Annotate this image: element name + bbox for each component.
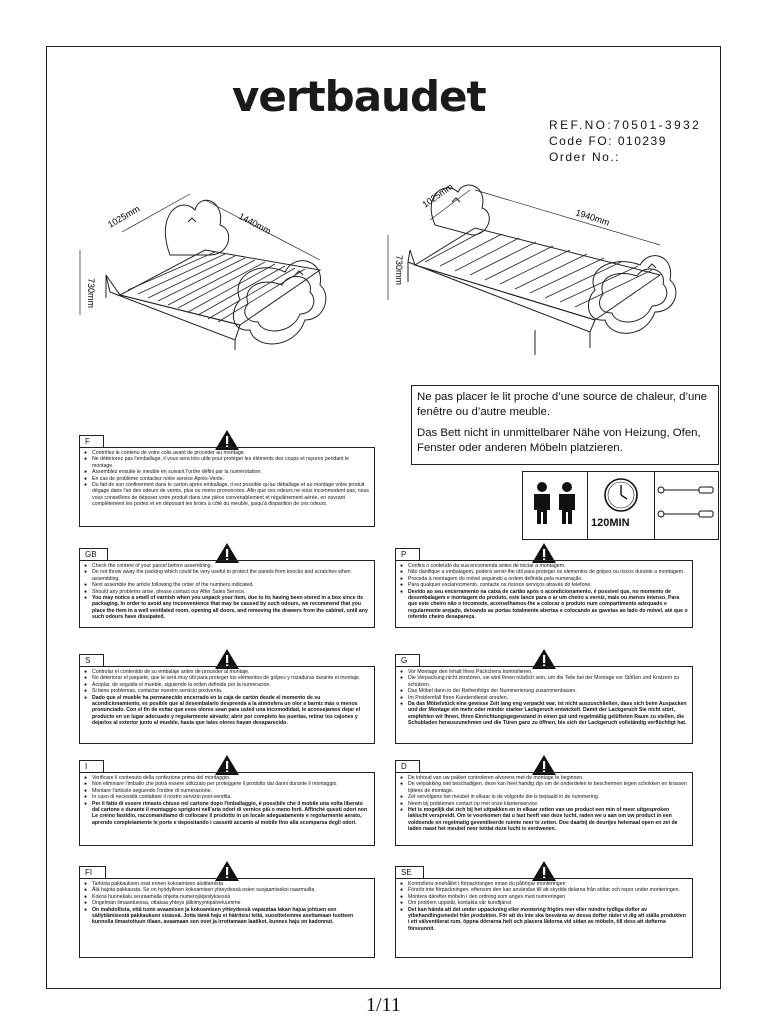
instruction-item: ● Het is mogelijk dat zich bij het uitpakken en in elkaar zetten van uw product een min of meer uitgesproken laklucht verspreidt. Om te voorkomen dat u last heeft van deze lucht, raden we u aan om uw product in een voldoende en regelmatig geventileerde ruimte neer te zetten. Doe daarbij de deurtjes helemaal open en zet de laden naast het meubel neer totdat deze lucht is verdwenen. — [400, 807, 688, 833]
instruction-item: ● Ne détériorez pas l'emballage, il vous sera très utile pour protéger les éléments des coups et rayures pendant le montage. — [84, 456, 370, 469]
section-gb — [79, 548, 375, 628]
page-number: 1/11 — [366, 994, 401, 1016]
instruction-item: ● Das Möbel dann in der Reihenfolge der Nummerierung zusammenbauen. — [400, 688, 688, 694]
instruction-item: ● Neem bij problemen contact op met onze klantenservice. — [400, 801, 688, 807]
instruction-item: ● Next assemble the article following the order of the numbers indicated. — [84, 582, 370, 588]
right-bed-height: 730mm — [394, 255, 404, 286]
section-language-tag: D — [395, 760, 420, 773]
instruction-item: ● Dado que el mueble ha permanecido encerrado en la caja de cartón desde el momento de su acondicionamiento, es posible que al desembalarlo desprenda a la atmósfera un olor a barniz más o menos pronunciado. Con el fin de evitar que esos olores sean para usted una incomodidad, le aconsejamos dejar el producto en un lugar adecuado y regularmente aireado; abrir por completo las puertas, retirar los cajones y dejarlos al exterior junto al mueble, hasta que tales olores hayan desaparecido. — [84, 695, 370, 727]
section-language-tag: I — [79, 760, 104, 773]
section-text — [395, 878, 693, 958]
instruction-item: ● Förstör inte förpackningen, eftersom den kan användas till att skydda delarna från stötar och repor under monteringen. — [400, 887, 688, 893]
instruction-item: ● Vor Montage den Inhalt Ihres Päckchens kontrollieren. — [400, 669, 688, 675]
assembly-info-icons — [522, 471, 719, 540]
instruction-item: ● Assemblez ensuite le meuble en suivant l'ordre défini par la numérotation. — [84, 469, 370, 475]
section-g — [395, 654, 693, 744]
section-text — [79, 772, 375, 846]
instruction-item: ● Zet vervolgens het meubel in elkaar in de volgorde die is bepaald in de nummering. — [400, 794, 688, 800]
instruction-item: ● Para qualquer esclarecimento, contacte os nossos serviços através do telefone. — [400, 582, 688, 588]
instruction-item: ● Da das Möbelstück eine gewisse Zeit lang eng verpackt war, ist nicht auszuschließen, dass sich beim Auspacken und der Montage ein mehr oder minder starker Lackgeruch entwickelt. Damit der Lackgeruch Sie nicht stört, empfehlen wir Ihnen, Ihren Einrichtungsgegenstand in einen gut und regelmäßig gelüfteten Raum zu stellen, die Schubladen herauszunehmen und die Türen ganz zu öffnen, bis sich der Lackgeruch vollständig verflüchtigt hat. — [400, 701, 688, 727]
two-persons-icon — [523, 472, 587, 538]
right-bed-width: 1025mm — [420, 181, 455, 210]
section-language-tag: F — [79, 435, 104, 448]
brand-logo: vertbaudet — [232, 72, 486, 121]
instruction-item: ● Det kan hända att det under uppackning eller montering frigörs mer eller mindre tydliga dofter av ytbehandlingsmedel från produkten. För att du inte ska besväras av dessa dofter råder vi dig att ställa produkten i ett välventilerat rum, öppna dörrarna helt och placera lådorna vid sidan av möbeln, till dess att dofterna försvunnit. — [400, 907, 688, 933]
notice-german: Das Bett nicht in unmittelbarer Nähe von Heizung, Ofen, Fenster oder anderen Möbeln platzieren. — [417, 427, 701, 454]
screwdriver-icon — [655, 472, 718, 538]
instruction-item: ● Controlar el contenido de su embalaje antes de proceder al montaje. — [84, 669, 370, 675]
bed-illustrations — [70, 180, 710, 380]
right-bed-length: 1940mm — [574, 207, 611, 228]
instruction-item: ● Die Verpackung nicht zerstören, sie wird Ihnen nützlich sein, um die Teile bei der Montage vor Stößen und Kratzern zu schützen. — [400, 675, 688, 688]
left-bed-height: 730mm — [86, 278, 96, 309]
instruction-item: ● In caso di necessità contattare il nostro servizio post-vendita. — [84, 794, 370, 800]
instruction-item: ● Per il fatto di essere rimasto chiuso nel cartone dopo l'imballaggio, è possibile che il mobile una volta liberato dal cartone e durante il montaggio sprigioni nell'aria odori di vernice più o meno forti. Affinché questi odori non Le creino fastidio, raccomandiamo di collocare il prodotto in un locale adeguatamente e regolarmente aerato, aprendo completamente le porte e depositando i cassetti accanto al mobile fino alla scomparsa degli odori. — [84, 801, 370, 827]
right-bed-drawing — [388, 185, 676, 355]
section-f — [79, 435, 375, 527]
section-s — [79, 654, 375, 744]
section-text — [79, 878, 375, 958]
instruction-item: ● Om problem uppstår, kontakta vår kundtjänst — [400, 900, 688, 906]
section-text — [395, 560, 693, 628]
section-language-tag: GB — [79, 548, 108, 561]
instruction-item: ● On mahdollista, että tuote avaamisen ja kokoamisen yhteydessä vapauttaa lakan hajua johtuen sen säilyttämisestä pakkauksen sisässä. Jotta tämä haju ei häiritsisi teitä, suosittelemme asettamaan tuotteen kunnolla ilmastoituun tilaan, avaamaan sen ovet ja irrottamaan laatikot, kunnes haju on kadonnut. — [84, 907, 370, 926]
instruction-item: ● Should any problems arise, please contact our After Sales Service. — [84, 589, 370, 595]
section-language-tag: S — [79, 654, 104, 667]
clock-icon — [588, 472, 654, 516]
instruction-item: ● Ongelman ilmaantuessa, ottakaa yhteys jälkimyyntipalveluumme — [84, 900, 370, 906]
section-text — [395, 666, 693, 744]
section-se — [395, 866, 693, 958]
section-text — [395, 772, 693, 846]
instruction-item: ● Älä hajota pakkausta. Se on hyödyllinen kokoamisen yhteydessä osien suojaamiseksi naarmuilta — [84, 887, 370, 893]
instruction-item: ● Im Problemfall Ihren Kundendienst anrufen. — [400, 695, 688, 701]
code-fo: Code FO: 010239 — [549, 134, 667, 148]
placement-notice — [411, 385, 719, 465]
instruction-item: ● Contrôlez le contenu de votre colis avant de procéder au montage. — [84, 450, 370, 456]
persons-cell — [523, 472, 588, 539]
instruction-item: ● Proceda à montagem do móvel seguindo a ordem definida pela numeração. — [400, 576, 688, 582]
time-cell — [588, 472, 655, 539]
section-d — [395, 760, 693, 846]
left-bed-width: 1025mm — [106, 203, 142, 230]
instruction-item: ● No deteriorar el paquete, que le será muy útil para proteger los elementos de golpes y rozaduras durante el montaje. — [84, 675, 370, 681]
section-language-tag: SE — [395, 866, 424, 879]
instruction-item: ● Non eliminare l'imballo che potrà essere utilizzato per proteggere il prodotto dai danni durante il montaggio. — [84, 781, 370, 787]
instruction-item: ● Check the content of your parcel before assembling. — [84, 563, 370, 569]
instruction-item: ● Do not throw away the packing which could be very useful to protect the panels from knocks and scratches when assembling. — [84, 569, 370, 582]
instruction-item: ● Kokoa huonekalu seuraamalla ohjeita numerojärjestyksessä — [84, 894, 370, 900]
instruction-item: ● Tarkista pakkauksen osat ennen kokoamisen aloittamista — [84, 881, 370, 887]
instruction-item: ● Montera därefter möbeln i den ordning som anges med numreringen — [400, 894, 688, 900]
assembly-time: 120MIN — [591, 517, 630, 529]
tools-cell — [655, 472, 719, 539]
instruction-item: ● Acoplar, de seguida el mueble, siguiendo la orden definida por la numeración. — [84, 682, 370, 688]
notice-french: Ne pas placer le lit proche d’une source de chaleur, d’une fenêtre ou d’autre meuble. — [417, 391, 708, 418]
instruction-item: ● Devido ao seu encerramento na caixa de cartão após o acondicionamento, é possível que, no momento de desembalagem e montagem do produto, este lance para o ar um cheiro a verniz, mais ou menos intenso. Para que este cheiro não o incomode, aconselhamos-lhe a colocar o produto num compartimento adequado e regularmente arejado, deixando as portas totalmente abertas e colocando as gavetas ao lado do móvel, até que o referido cheiro desapareça. — [400, 589, 688, 621]
instruction-item: ● Confira o conteúdo da sua encomenda antes de iniciar a montagem. — [400, 563, 688, 569]
instruction-item: ● Montare l'articolo seguendo l'ordine di numerazione. — [84, 788, 370, 794]
instruction-item: ● Verificare il contenuto della confezione prima del montaggio. — [84, 775, 370, 781]
section-text — [79, 447, 375, 527]
section-language-tag: G — [395, 654, 420, 667]
section-language-tag: FI — [79, 866, 106, 879]
left-bed-length: 1440mm — [237, 210, 273, 237]
section-fi — [79, 866, 375, 958]
instruction-item: ● Kontrollera innehållet i förpackningen innan du påbörjar monteringen — [400, 881, 688, 887]
instruction-item: ● Du fait de son confinement dans le carton après emballage, il est possible qu'au déballage et au montage votre produit dégage dans l'air des odeurs de vernis, plus ou moins prononcées. Afin que ces odeurs ne vous incommodent pas, nous vous conseillons de déposer votre produit dans une pièce convenablement et régulièrement aérée, en ouvrant complètement les portes et en déposant les tiroirs à côté du meuble, jusqu'à disparition de ces odeurs. — [84, 482, 370, 508]
instruction-item: ● De inhoud van uw pakket controleren alvorens met de montage te beginnen. — [400, 775, 688, 781]
ref-number: REF.NO:70501-3932 — [549, 118, 702, 132]
section-text — [79, 666, 375, 744]
section-language-tag: P — [395, 548, 420, 561]
section-text — [79, 560, 375, 628]
order-number: Order No.: — [549, 150, 621, 164]
instruction-item: ● Si tiene problemas, contactar nuestro servicio postventa. — [84, 688, 370, 694]
instruction-item: ● De verpakking niet beschadigen, deze kan heel handig zijn om de onderdelen te beschermen tegen schokken en krassen tijdens de montage. — [400, 781, 688, 794]
section-p — [395, 548, 693, 628]
instruction-item: ● Não danifique a embalagem, poderá servir-lhe útil para proteger os elementos de golpes ou riscos durante a montagem. — [400, 569, 688, 575]
instruction-item: ● You may notice a smell of varnish when you unpack your item, due to its having been stored in a box since its packaging. In order to avoid any inconvenience that may be caused by such odours, we recommend that you place the item in a well ventilated room, opening all doors, and removing the drawers from the cabinet, until any such odours have dissipated. — [84, 595, 370, 621]
section-i — [79, 760, 375, 846]
reference-block — [549, 117, 701, 165]
instruction-item: ● En cas de problème contactez notre service Après-Vente. — [84, 476, 370, 482]
